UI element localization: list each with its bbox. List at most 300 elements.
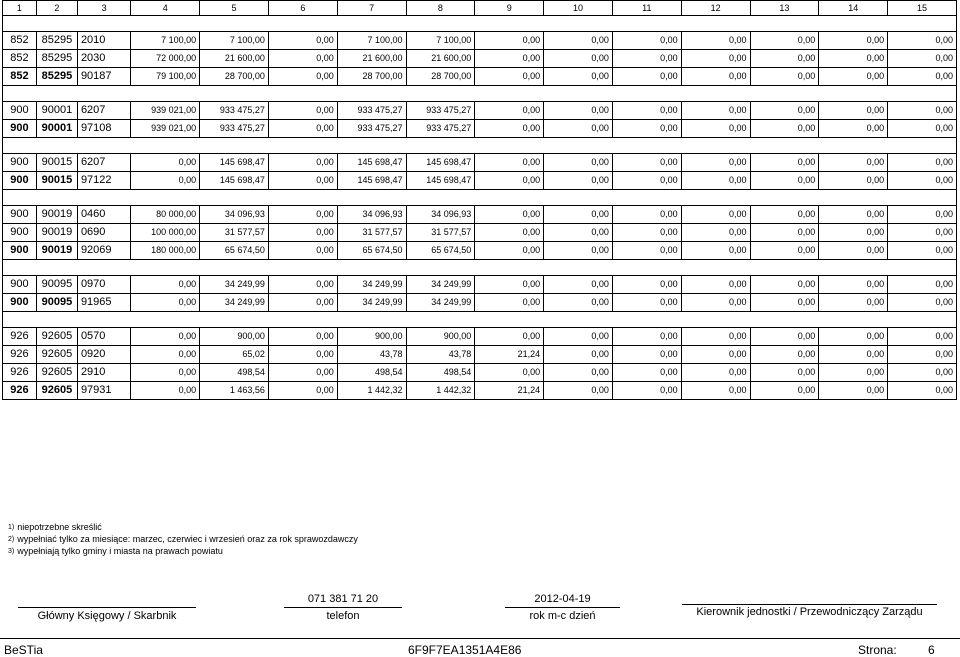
footnote-number: 3) xyxy=(8,548,15,555)
table-cell: 21 600,00 xyxy=(200,50,269,68)
table-row-total xyxy=(3,172,957,190)
table-cell: 0,00 xyxy=(750,328,819,346)
table-cell: 0,00 xyxy=(681,206,750,224)
table-cell: 926 xyxy=(3,364,37,382)
table-cell: 91965 xyxy=(77,294,130,312)
header-cell: 15 xyxy=(888,1,957,16)
table-cell: 0,00 xyxy=(819,346,888,364)
table-cell: 0,00 xyxy=(750,102,819,120)
table-cell: 852 xyxy=(3,50,37,68)
footnote-text: niepotrzebne skreślić xyxy=(17,522,102,532)
table-cell: 0,00 xyxy=(544,32,613,50)
table-cell: 0,00 xyxy=(888,242,957,260)
table-cell: 0,00 xyxy=(544,50,613,68)
table-cell: 0,00 xyxy=(475,206,544,224)
signature-line-chief-accountant xyxy=(18,607,196,608)
footnote xyxy=(8,534,358,545)
spacer-row xyxy=(3,312,957,328)
table-cell: 852 xyxy=(3,68,37,86)
table-cell: 0,00 xyxy=(131,294,200,312)
table-cell: 0,00 xyxy=(475,242,544,260)
document-code: 6F9F7EA1351A4E86 xyxy=(408,643,522,657)
header-cell: 7 xyxy=(337,1,406,16)
table-cell: 0,00 xyxy=(750,50,819,68)
table-cell: 0,00 xyxy=(131,346,200,364)
table-cell: 0,00 xyxy=(819,32,888,50)
header-cell: 1 xyxy=(3,1,37,16)
date-label: rok m-c dzień xyxy=(529,610,596,622)
table-cell: 0,00 xyxy=(819,242,888,260)
table-cell: 0,00 xyxy=(681,294,750,312)
table-cell: 90015 xyxy=(36,172,77,190)
table-cell: 900 xyxy=(3,120,37,138)
table-cell: 0,00 xyxy=(681,50,750,68)
table-cell: 43,78 xyxy=(406,346,475,364)
table-cell: 97108 xyxy=(77,120,130,138)
table-cell: 34 249,99 xyxy=(200,276,269,294)
footnote-text: wypełniają tylko gminy i miasta na prawach powiatu xyxy=(17,546,223,556)
spacer-cell xyxy=(3,190,957,206)
table-cell: 34 096,93 xyxy=(200,206,269,224)
table-cell: 0,00 xyxy=(888,346,957,364)
table-cell: 0,00 xyxy=(888,120,957,138)
chief-accountant-label: Główny Księgowy / Skarbnik xyxy=(37,610,177,622)
table-cell: 0,00 xyxy=(268,172,337,190)
table-cell: 0,00 xyxy=(819,102,888,120)
table-cell: 0,00 xyxy=(612,328,681,346)
spacer-cell xyxy=(3,138,957,154)
table-row xyxy=(3,224,957,242)
footnote-text: wypełniać tylko za miesiące: marzec, czerwiec i wrzesień oraz za rok sprawozdawczy xyxy=(17,534,358,544)
table-cell: 97122 xyxy=(77,172,130,190)
table-cell: 0,00 xyxy=(544,276,613,294)
table-cell: 0,00 xyxy=(544,382,613,400)
footnote xyxy=(8,522,102,533)
table-cell: 0,00 xyxy=(681,224,750,242)
header-cell: 12 xyxy=(681,1,750,16)
table-cell: 0,00 xyxy=(819,328,888,346)
table-cell: 0,00 xyxy=(544,120,613,138)
table-cell: 90019 xyxy=(36,206,77,224)
table-cell: 0,00 xyxy=(268,102,337,120)
table-cell: 65 674,50 xyxy=(337,242,406,260)
table-cell: 34 249,99 xyxy=(337,294,406,312)
spacer-row xyxy=(3,190,957,206)
table-cell: 933 475,27 xyxy=(337,102,406,120)
table-cell: 0,00 xyxy=(750,154,819,172)
table-row xyxy=(3,276,957,294)
table-cell: 0,00 xyxy=(612,32,681,50)
table-cell: 7 100,00 xyxy=(200,32,269,50)
table-cell: 0,00 xyxy=(750,364,819,382)
table-cell: 0460 xyxy=(77,206,130,224)
table-cell: 0,00 xyxy=(475,224,544,242)
table-cell: 0,00 xyxy=(750,294,819,312)
table-cell: 0,00 xyxy=(544,154,613,172)
table-cell: 34 096,93 xyxy=(337,206,406,224)
table-row xyxy=(3,32,957,50)
table-cell: 900,00 xyxy=(200,328,269,346)
table-cell: 0,00 xyxy=(268,120,337,138)
table-cell: 0,00 xyxy=(819,382,888,400)
table-cell: 21,24 xyxy=(475,382,544,400)
table-cell: 7 100,00 xyxy=(337,32,406,50)
table-cell: 0,00 xyxy=(750,242,819,260)
table-cell: 0,00 xyxy=(750,206,819,224)
table-cell: 6207 xyxy=(77,154,130,172)
table-cell: 0,00 xyxy=(681,172,750,190)
table-cell: 0,00 xyxy=(681,242,750,260)
table-cell: 0,00 xyxy=(268,224,337,242)
table-cell: 0,00 xyxy=(888,172,957,190)
page-number: 6 xyxy=(928,643,935,657)
table-cell: 0,00 xyxy=(475,102,544,120)
table-cell: 0970 xyxy=(77,276,130,294)
table-cell: 0,00 xyxy=(819,154,888,172)
table-cell: 0,00 xyxy=(268,382,337,400)
table-cell: 0,00 xyxy=(819,276,888,294)
table-cell: 145 698,47 xyxy=(406,172,475,190)
table-cell: 34 096,93 xyxy=(406,206,475,224)
table-cell: 145 698,47 xyxy=(200,154,269,172)
header-cell: 4 xyxy=(131,1,200,16)
table-cell: 180 000,00 xyxy=(131,242,200,260)
phone-value: 071 381 71 20 xyxy=(307,593,379,605)
table-cell: 900 xyxy=(3,154,37,172)
header-cell: 10 xyxy=(544,1,613,16)
table-cell: 0,00 xyxy=(750,120,819,138)
table-cell: 90187 xyxy=(77,68,130,86)
table-row-total xyxy=(3,120,957,138)
table-cell: 0,00 xyxy=(888,50,957,68)
header-cell: 8 xyxy=(406,1,475,16)
table-cell: 0,00 xyxy=(681,120,750,138)
table-cell: 0,00 xyxy=(268,50,337,68)
header-cell: 11 xyxy=(612,1,681,16)
table-cell: 498,54 xyxy=(337,364,406,382)
table-cell: 0,00 xyxy=(268,276,337,294)
table-cell: 900 xyxy=(3,172,37,190)
spacer-row xyxy=(3,260,957,276)
table-cell: 145 698,47 xyxy=(200,172,269,190)
table-cell: 90001 xyxy=(36,102,77,120)
table-cell: 0,00 xyxy=(819,50,888,68)
table-cell: 900,00 xyxy=(406,328,475,346)
table-cell: 90019 xyxy=(36,242,77,260)
table-cell: 0,00 xyxy=(750,68,819,86)
table-cell: 0,00 xyxy=(888,206,957,224)
table-cell: 80 000,00 xyxy=(131,206,200,224)
table-cell: 0,00 xyxy=(268,154,337,172)
table-cell: 31 577,57 xyxy=(406,224,475,242)
table-cell: 0,00 xyxy=(612,276,681,294)
table-cell: 2010 xyxy=(77,32,130,50)
table-row xyxy=(3,346,957,364)
table-cell: 65,02 xyxy=(200,346,269,364)
table-cell: 0,00 xyxy=(681,68,750,86)
table-cell: 0,00 xyxy=(131,276,200,294)
table-cell: 926 xyxy=(3,328,37,346)
table-cell: 0,00 xyxy=(612,120,681,138)
table-row-total xyxy=(3,68,957,86)
table-cell: 0,00 xyxy=(475,294,544,312)
table-cell: 0,00 xyxy=(888,32,957,50)
table-cell: 34 249,99 xyxy=(406,276,475,294)
table-cell: 65 674,50 xyxy=(200,242,269,260)
header-cell: 2 xyxy=(36,1,77,16)
table-row xyxy=(3,206,957,224)
table-cell: 0,00 xyxy=(544,346,613,364)
spacer-cell xyxy=(3,86,957,102)
footnote xyxy=(8,546,223,557)
table-cell: 900 xyxy=(3,206,37,224)
table-cell: 0,00 xyxy=(544,328,613,346)
table-cell: 0,00 xyxy=(681,276,750,294)
table-cell: 0,00 xyxy=(681,32,750,50)
table-cell: 7 100,00 xyxy=(131,32,200,50)
table-cell: 0,00 xyxy=(544,206,613,224)
table-cell: 145 698,47 xyxy=(406,154,475,172)
spacer-cell xyxy=(3,260,957,276)
table-row xyxy=(3,50,957,68)
table-cell: 0,00 xyxy=(612,346,681,364)
table-cell: 0,00 xyxy=(475,172,544,190)
table-cell: 0,00 xyxy=(819,172,888,190)
table-cell: 900 xyxy=(3,276,37,294)
table-cell: 28 700,00 xyxy=(200,68,269,86)
table-cell: 0920 xyxy=(77,346,130,364)
table-cell: 0,00 xyxy=(681,328,750,346)
table-cell: 0,00 xyxy=(475,154,544,172)
table-cell: 0,00 xyxy=(612,154,681,172)
header-cell: 9 xyxy=(475,1,544,16)
table-cell: 97931 xyxy=(77,382,130,400)
program-name: BeSTia xyxy=(4,643,43,657)
table-cell: 0,00 xyxy=(888,102,957,120)
table-row xyxy=(3,102,957,120)
table-cell: 0,00 xyxy=(544,172,613,190)
table-cell: 0,00 xyxy=(544,294,613,312)
table-cell: 0,00 xyxy=(888,382,957,400)
table-cell: 0,00 xyxy=(750,224,819,242)
manager-label: Kierownik jednostki / Przewodniczący Zarządu xyxy=(696,606,923,618)
table-cell: 0,00 xyxy=(544,224,613,242)
table-cell: 0,00 xyxy=(819,206,888,224)
table-cell: 933 475,27 xyxy=(200,120,269,138)
table-cell: 498,54 xyxy=(200,364,269,382)
table-cell: 0,00 xyxy=(750,276,819,294)
table-cell: 0,00 xyxy=(888,294,957,312)
table-cell: 900 xyxy=(3,294,37,312)
table-cell: 0,00 xyxy=(612,294,681,312)
table-cell: 0,00 xyxy=(544,242,613,260)
table-cell: 0,00 xyxy=(268,346,337,364)
table-cell: 0,00 xyxy=(750,346,819,364)
table-cell: 0,00 xyxy=(750,382,819,400)
table-cell: 90015 xyxy=(36,154,77,172)
table-cell: 90095 xyxy=(36,294,77,312)
table-row-total xyxy=(3,294,957,312)
spacer-row xyxy=(3,86,957,102)
table-cell: 65 674,50 xyxy=(406,242,475,260)
table-cell: 0690 xyxy=(77,224,130,242)
table-cell: 92605 xyxy=(36,328,77,346)
table-cell: 92605 xyxy=(36,346,77,364)
table-cell: 852 xyxy=(3,32,37,50)
table-cell: 34 249,99 xyxy=(406,294,475,312)
table-cell: 0570 xyxy=(77,328,130,346)
footer-divider xyxy=(0,638,960,639)
table-cell: 498,54 xyxy=(406,364,475,382)
table-cell: 28 700,00 xyxy=(337,68,406,86)
table-cell: 939 021,00 xyxy=(131,102,200,120)
table-cell: 0,00 xyxy=(612,224,681,242)
table-cell: 1 442,32 xyxy=(406,382,475,400)
table-cell: 933 475,27 xyxy=(406,102,475,120)
table-cell: 72 000,00 xyxy=(131,50,200,68)
table-cell: 0,00 xyxy=(681,154,750,172)
table-cell: 0,00 xyxy=(681,364,750,382)
table-cell: 21 600,00 xyxy=(406,50,475,68)
table-cell: 0,00 xyxy=(131,154,200,172)
table-cell: 900,00 xyxy=(337,328,406,346)
table-cell: 0,00 xyxy=(819,294,888,312)
table-cell: 0,00 xyxy=(544,364,613,382)
table-cell: 0,00 xyxy=(819,120,888,138)
table-cell: 6207 xyxy=(77,102,130,120)
table-cell: 34 249,99 xyxy=(200,294,269,312)
table-row xyxy=(3,154,957,172)
table-cell: 900 xyxy=(3,242,37,260)
table-cell: 0,00 xyxy=(750,32,819,50)
spacer-row xyxy=(3,16,957,32)
phone-label: telefon xyxy=(326,610,360,622)
spacer-row xyxy=(3,138,957,154)
signature-line-date xyxy=(505,607,620,608)
table-cell: 0,00 xyxy=(888,154,957,172)
table-cell: 0,00 xyxy=(819,224,888,242)
table-cell: 0,00 xyxy=(612,172,681,190)
table-cell: 0,00 xyxy=(612,382,681,400)
table-cell: 0,00 xyxy=(475,32,544,50)
header-cell: 3 xyxy=(77,1,130,16)
header-cell: 13 xyxy=(750,1,819,16)
table-cell: 100 000,00 xyxy=(131,224,200,242)
table-cell: 1 442,32 xyxy=(337,382,406,400)
table-cell: 926 xyxy=(3,382,37,400)
table-cell: 85295 xyxy=(36,68,77,86)
table-cell: 0,00 xyxy=(268,294,337,312)
header-row xyxy=(3,1,957,16)
table-cell: 31 577,57 xyxy=(200,224,269,242)
signature-line-manager xyxy=(682,604,937,605)
table-cell: 0,00 xyxy=(268,206,337,224)
table-cell: 0,00 xyxy=(544,68,613,86)
table-cell: 21,24 xyxy=(475,346,544,364)
table-cell: 0,00 xyxy=(131,364,200,382)
table-cell: 933 475,27 xyxy=(200,102,269,120)
table-cell: 85295 xyxy=(36,50,77,68)
table-cell: 0,00 xyxy=(681,346,750,364)
table-cell: 90001 xyxy=(36,120,77,138)
spacer-cell xyxy=(3,312,957,328)
table-cell: 92605 xyxy=(36,364,77,382)
date-value: 2012-04-19 xyxy=(534,593,591,605)
table-cell: 43,78 xyxy=(337,346,406,364)
table-cell: 0,00 xyxy=(131,328,200,346)
table-cell: 90095 xyxy=(36,276,77,294)
table-cell: 939 021,00 xyxy=(131,120,200,138)
footnote-number: 1) xyxy=(8,524,15,531)
table-cell: 0,00 xyxy=(888,328,957,346)
table-row xyxy=(3,328,957,346)
table-cell: 0,00 xyxy=(475,328,544,346)
table-cell: 0,00 xyxy=(268,242,337,260)
table-cell: 0,00 xyxy=(681,102,750,120)
table-cell: 933 475,27 xyxy=(406,120,475,138)
table-cell: 0,00 xyxy=(750,172,819,190)
table-cell: 90019 xyxy=(36,224,77,242)
table-row-total xyxy=(3,382,957,400)
table-cell: 145 698,47 xyxy=(337,172,406,190)
table-cell: 0,00 xyxy=(612,68,681,86)
table-cell: 926 xyxy=(3,346,37,364)
table-cell: 145 698,47 xyxy=(337,154,406,172)
table-cell: 0,00 xyxy=(268,328,337,346)
table-cell: 0,00 xyxy=(475,120,544,138)
table-cell: 0,00 xyxy=(888,68,957,86)
table-cell: 0,00 xyxy=(475,50,544,68)
table-cell: 900 xyxy=(3,102,37,120)
table-cell: 79 100,00 xyxy=(131,68,200,86)
table-cell: 0,00 xyxy=(475,364,544,382)
table-cell: 0,00 xyxy=(268,68,337,86)
table-cell: 0,00 xyxy=(475,68,544,86)
report-table xyxy=(2,0,957,400)
footnote-number: 2) xyxy=(8,536,15,543)
table-row xyxy=(3,364,957,382)
table-cell: 0,00 xyxy=(131,172,200,190)
table-cell: 0,00 xyxy=(888,276,957,294)
table-cell: 0,00 xyxy=(475,276,544,294)
table-cell: 2910 xyxy=(77,364,130,382)
table-cell: 92605 xyxy=(36,382,77,400)
spacer-cell xyxy=(3,16,957,32)
table-cell: 7 100,00 xyxy=(406,32,475,50)
page-label: Strona: xyxy=(858,643,897,657)
table-cell: 0,00 xyxy=(131,382,200,400)
table-cell: 0,00 xyxy=(544,102,613,120)
table-cell: 0,00 xyxy=(612,364,681,382)
table-cell: 2030 xyxy=(77,50,130,68)
table-cell: 933 475,27 xyxy=(337,120,406,138)
table-cell: 0,00 xyxy=(819,68,888,86)
header-cell: 14 xyxy=(819,1,888,16)
table-cell: 0,00 xyxy=(612,102,681,120)
table-cell: 0,00 xyxy=(612,242,681,260)
table-cell: 0,00 xyxy=(612,206,681,224)
header-cell: 5 xyxy=(200,1,269,16)
table-cell: 0,00 xyxy=(681,382,750,400)
table-cell: 0,00 xyxy=(612,50,681,68)
table-cell: 0,00 xyxy=(268,364,337,382)
table-cell: 28 700,00 xyxy=(406,68,475,86)
table-cell: 21 600,00 xyxy=(337,50,406,68)
table-cell: 34 249,99 xyxy=(337,276,406,294)
table-cell: 0,00 xyxy=(819,364,888,382)
table-cell: 1 463,56 xyxy=(200,382,269,400)
header-cell: 6 xyxy=(268,1,337,16)
